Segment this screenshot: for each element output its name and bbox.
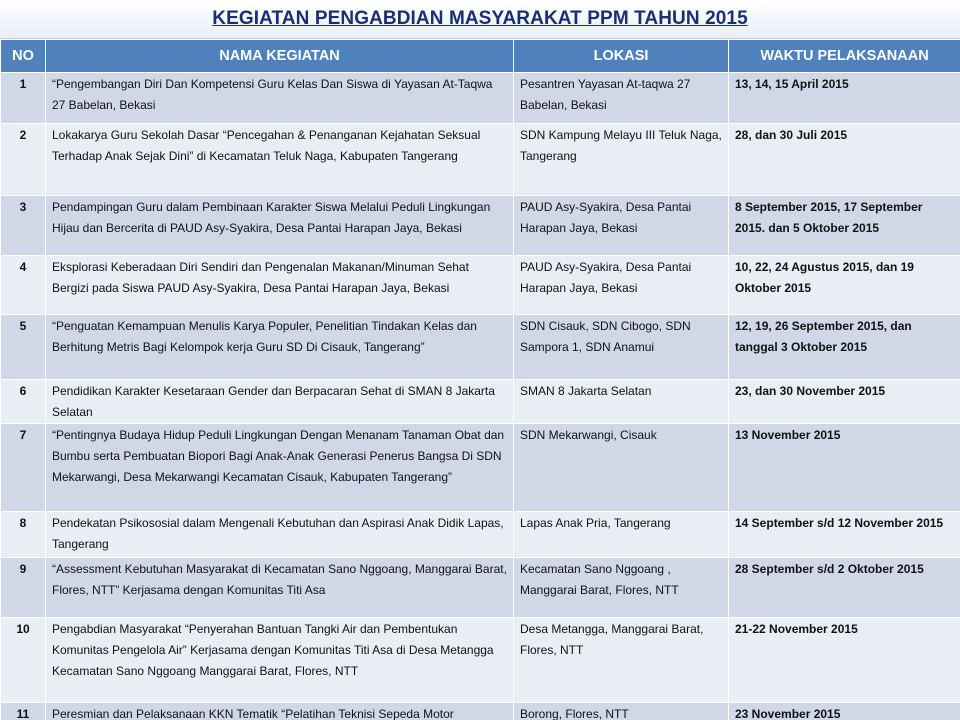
- activity-time: 23 November 2015: [729, 703, 960, 720]
- row-number: 7: [1, 424, 46, 512]
- row-number: 9: [1, 558, 46, 618]
- activity-name: Pendekatan Psikososial dalam Mengenali Kebutuhan dan Aspirasi Anak Didik Lapas, Tangerang: [46, 512, 514, 558]
- activity-location: Pesantren Yayasan At-taqwa 27 Babelan, Bekasi: [514, 73, 729, 124]
- activity-name: “Pentingnya Budaya Hidup Peduli Lingkungan Dengan Menanam Tanaman Obat dan Bumbu serta Pembuatan Biopori Bagi Anak-Anak Generasi Penerus Bangsa Di SDN Mekarwangi, Desa Mekarwangi Kecamatan Cisauk, Kabupaten Tangerang”: [46, 424, 514, 512]
- activity-time: 28, dan 30 Juli 2015: [729, 124, 960, 196]
- activity-time: 14 September s/d 12 November 2015: [729, 512, 960, 558]
- activity-location: Kecamatan Sano Nggoang , Manggarai Barat, Flores, NTT: [514, 558, 729, 618]
- table-row: [1, 380, 960, 424]
- row-number: 10: [1, 618, 46, 703]
- activity-name: Pengabdian Masyarakat “Penyerahan Bantuan Tangki Air dan Pembentukan Komunitas Pengelola Air” Kerjasama dengan Komunitas Titi Asa di Desa Metangga Kecamatan Sano Nggoang Manggarai Barat, Flores, NTT: [46, 618, 514, 703]
- activity-location: Desa Metangga, Manggarai Barat, Flores, NTT: [514, 618, 729, 703]
- row-number: 3: [1, 196, 46, 256]
- activity-name: Pendampingan Guru dalam Pembinaan Karakter Siswa Melalui Peduli Lingkungan Hijau dan Bercerita di PAUD Asy-Syakira, Desa Pantai Harapan Jaya, Bekasi: [46, 196, 514, 256]
- activity-location: PAUD Asy-Syakira, Desa Pantai Harapan Jaya, Bekasi: [514, 256, 729, 315]
- table-row: [1, 73, 960, 124]
- activity-time: 13 November 2015: [729, 424, 960, 512]
- table-row: [1, 618, 960, 703]
- activity-location: SDN Mekarwangi, Cisauk: [514, 424, 729, 512]
- column-header-time: WAKTU PELAKSANAAN: [729, 40, 960, 73]
- table-row: [1, 256, 960, 315]
- table-header-row: [1, 40, 960, 73]
- row-number: 2: [1, 124, 46, 196]
- activity-location: SDN Kampung Melayu III Teluk Naga, Tangerang: [514, 124, 729, 196]
- activity-name: Lokakarya Guru Sekolah Dasar “Pencegahan & Penanganan Kejahatan Seksual Terhadap Anak Sejak Dini” di Kecamatan Teluk Naga, Kabupaten Tangerang: [46, 124, 514, 196]
- row-number: 6: [1, 380, 46, 424]
- activity-location: Lapas Anak Pria, Tangerang: [514, 512, 729, 558]
- row-number: 8: [1, 512, 46, 558]
- activity-name: Eksplorasi Keberadaan Diri Sendiri dan Pengenalan Makanan/Minuman Sehat Bergizi pada Siswa PAUD Asy-Syakira, Desa Pantai Harapan Jaya, Bekasi: [46, 256, 514, 315]
- table-row: [1, 703, 960, 720]
- table-row: [1, 558, 960, 618]
- table-row: [1, 124, 960, 196]
- activity-name: “Penguatan Kemampuan Menulis Karya Populer, Penelitian Tindakan Kelas dan Berhitung Metris Bagi Kelompok kerja Guru SD Di Cisauk, Tangerang”: [46, 315, 514, 380]
- row-number: 11: [1, 703, 46, 720]
- activity-time: 21-22 November 2015: [729, 618, 960, 703]
- activity-name: “Pengembangan Diri Dan Kompetensi Guru Kelas Dan Siswa di Yayasan At-Taqwa 27 Babelan, Bekasi: [46, 73, 514, 124]
- row-number: 5: [1, 315, 46, 380]
- activities-table: [0, 39, 960, 720]
- activity-location: Borong, Flores, NTT: [514, 703, 729, 720]
- activity-name: Pendidikan Karakter Kesetaraan Gender dan Berpacaran Sehat di SMAN 8 Jakarta Selatan: [46, 380, 514, 424]
- title-bar: [0, 0, 960, 39]
- row-number: 1: [1, 73, 46, 124]
- activity-name: “Assessment Kebutuhan Masyarakat di Kecamatan Sano Nggoang, Manggarai Barat, Flores, NTT” Kerjasama dengan Komunitas Titi Asa: [46, 558, 514, 618]
- table-row: [1, 196, 960, 256]
- activity-location: PAUD Asy-Syakira, Desa Pantai Harapan Jaya, Bekasi: [514, 196, 729, 256]
- table-row: [1, 512, 960, 558]
- activity-time: 12, 19, 26 September 2015, dan tanggal 3 Oktober 2015: [729, 315, 960, 380]
- column-header-location: LOKASI: [514, 40, 729, 73]
- activity-time: 10, 22, 24 Agustus 2015, dan 19 Oktober 2015: [729, 256, 960, 315]
- activity-time: 23, dan 30 November 2015: [729, 380, 960, 424]
- column-header-name: NAMA KEGIATAN: [46, 40, 514, 73]
- row-number: 4: [1, 256, 46, 315]
- table-row: [1, 424, 960, 512]
- activity-time: 13, 14, 15 April 2015: [729, 73, 960, 124]
- column-header-no: NO: [1, 40, 46, 73]
- activity-time: 8 September 2015, 17 September 2015. dan 5 Oktober 2015: [729, 196, 960, 256]
- table-row: [1, 315, 960, 380]
- activity-name: Peresmian dan Pelaksanaan KKN Tematik “Pelatihan Teknisi Sepeda Motor: [46, 703, 514, 720]
- page-title: KEGIATAN PENGABDIAN MASYARAKAT PPM TAHUN 2015: [212, 8, 748, 29]
- activity-location: SDN Cisauk, SDN Cibogo, SDN Sampora 1, SDN Anamui: [514, 315, 729, 380]
- activity-location: SMAN 8 Jakarta Selatan: [514, 380, 729, 424]
- activity-time: 28 September s/d 2 Oktober 2015: [729, 558, 960, 618]
